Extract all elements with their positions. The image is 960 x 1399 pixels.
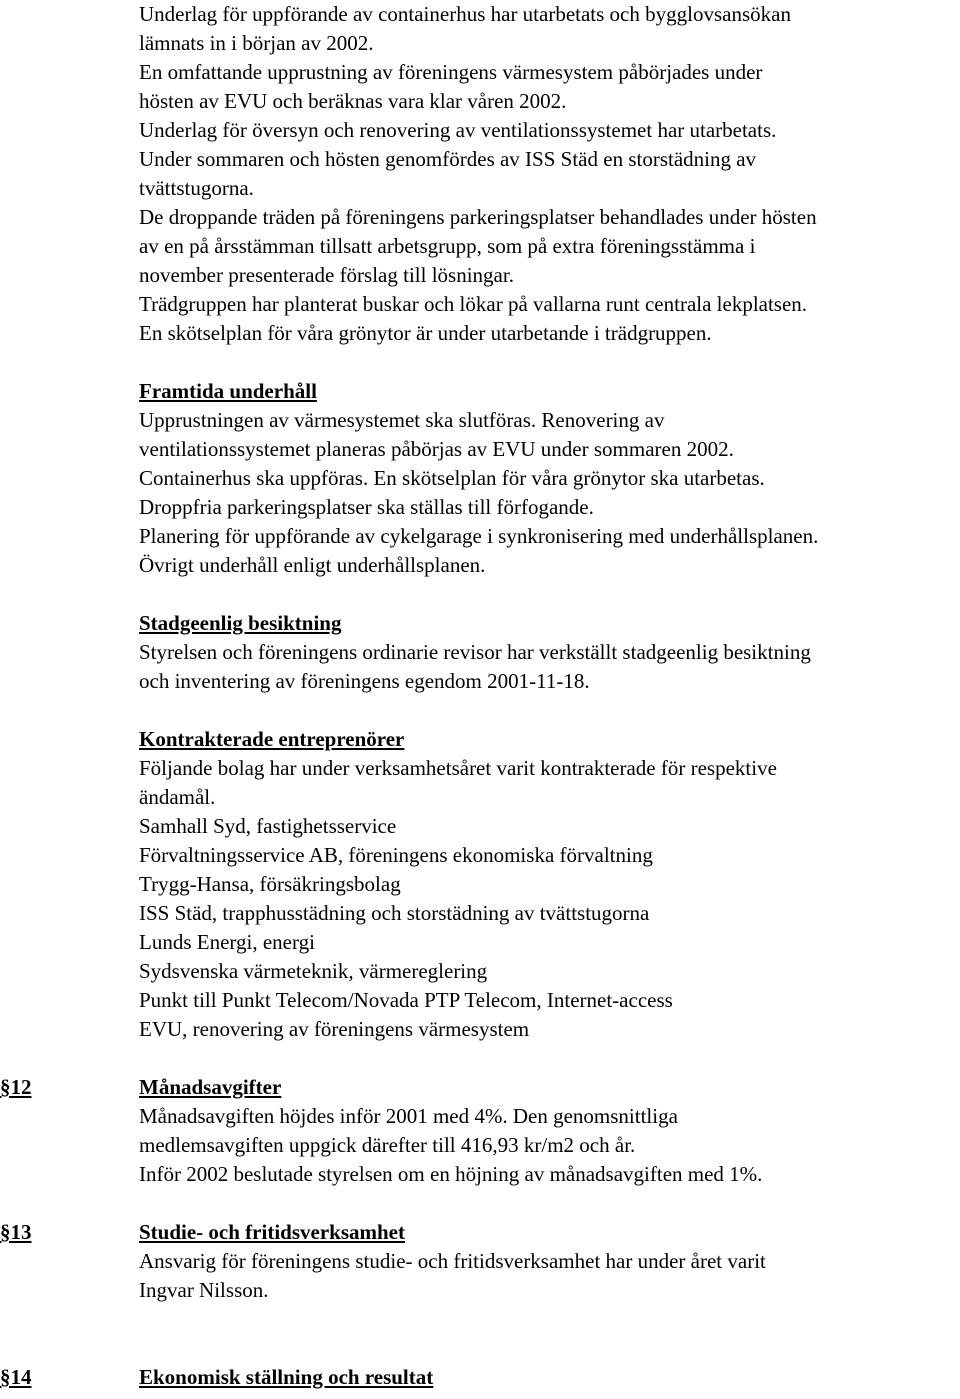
- spacer: [139, 696, 957, 725]
- intro-paragraph: Underlag för översyn och renovering av ventilationssystemet har utarbetats.: [139, 118, 777, 142]
- section-14: [0, 1363, 957, 1392]
- entreprenorer-heading: Kontrakterade entreprenörer: [139, 727, 405, 751]
- section-number: §14: [0, 1365, 32, 1389]
- intro-paragraph: En skötselplan för våra grönytor är under utarbetande i trädgruppen.: [139, 321, 712, 345]
- spacer: [139, 580, 957, 609]
- section-number: §12: [0, 1075, 32, 1099]
- contractor-item: Förvaltningsservice AB, föreningens ekonomiska förvaltning: [139, 843, 653, 867]
- intro-paragraph: Under sommaren och hösten genomfördes av ISS Städ en storstädning av tvättstugorna.: [139, 147, 757, 200]
- intro-paragraph: De droppande träden på föreningens parkeringsplatser behandlades under hösten av en på årsstämman tillsatt arbetsgrupp, som på extra föreningsstämma i november presenterade förslag till lösningar.: [139, 205, 817, 287]
- spacer: [139, 1305, 957, 1334]
- section-heading: Studie- och fritidsverksamhet: [139, 1220, 405, 1244]
- contractor-item: Trygg-Hansa, försäkringsbolag: [139, 872, 401, 896]
- framtida-paragraph: Containerhus ska uppföras. En skötselplan för våra grönytor ska utarbetas.: [139, 466, 765, 490]
- framtida-paragraph: Upprustningen av värmesystemet ska slutföras. Renovering av ventilationssystemet planeras påbörjas av EVU under sommaren 2002.: [139, 408, 734, 461]
- section-12: [0, 1073, 957, 1189]
- contractor-item: Sydsvenska värmeteknik, värmereglering: [139, 959, 488, 983]
- spacer: [139, 1189, 957, 1218]
- section-paragraph: Ansvarig för föreningens studie- och fritidsverksamhet har under året varit Ingvar Nilsson.: [139, 1249, 766, 1302]
- contractor-item: Samhall Syd, fastighetsservice: [139, 814, 397, 838]
- section-paragraph: Inför 2002 beslutade styrelsen om en höjning av månadsavgiften med 1%.: [139, 1162, 763, 1186]
- section-13: [0, 1218, 957, 1305]
- spacer: [139, 348, 957, 377]
- besiktning-text: Styrelsen och föreningens ordinarie revisor har verkställt stadgeenlig besiktning och inventering av föreningens egendom 2001-11-18.: [139, 640, 811, 693]
- framtida-heading: Framtida underhåll: [139, 379, 317, 403]
- intro-paragraph: Trädgruppen har planterat buskar och lökar på vallarna runt centrala lekplatsen.: [139, 292, 808, 316]
- framtida-paragraph: Planering för uppförande av cykelgarage i synkronisering med underhållsplanen.: [139, 524, 819, 548]
- contractor-item: EVU, renovering av föreningens värmesystem: [139, 1017, 530, 1041]
- section-heading: Ekonomisk ställning och resultat: [139, 1365, 434, 1389]
- framtida-paragraph: Droppfria parkeringsplatser ska ställas till förfogande.: [139, 495, 594, 519]
- spacer: [139, 1334, 957, 1363]
- section-heading: Månadsavgifter: [139, 1075, 282, 1099]
- section-paragraph: Månadsavgiften höjdes inför 2001 med 4%. Den genomsnittliga medlemsavgiften uppgick därefter till 416,93 kr/m2 och år.: [139, 1104, 678, 1157]
- contractor-item: Lunds Energi, energi: [139, 930, 315, 954]
- framtida-paragraph: Övrigt underhåll enligt underhållsplanen.: [139, 553, 486, 577]
- section-number: §13: [0, 1220, 32, 1244]
- entreprenorer-intro: Följande bolag har under verksamhetsåret varit kontrakterade för respektive ändamål.: [139, 756, 777, 809]
- intro-paragraph: Underlag för uppförande av containerhus har utarbetats och bygglovsansökan lämnats in i början av 2002.: [139, 2, 791, 55]
- intro-paragraph: En omfattande upprustning av föreningens värmesystem påbörjades under hösten av EVU och beräknas vara klar våren 2002.: [139, 60, 763, 113]
- contractor-item: Punkt till Punkt Telecom/Novada PTP Telecom, Internet-access: [139, 988, 673, 1012]
- besiktning-heading: Stadgeenlig besiktning: [139, 611, 342, 635]
- spacer: [139, 1044, 957, 1073]
- contractor-item: ISS Städ, trapphusstädning och storstädning av tvättstugorna: [139, 901, 650, 925]
